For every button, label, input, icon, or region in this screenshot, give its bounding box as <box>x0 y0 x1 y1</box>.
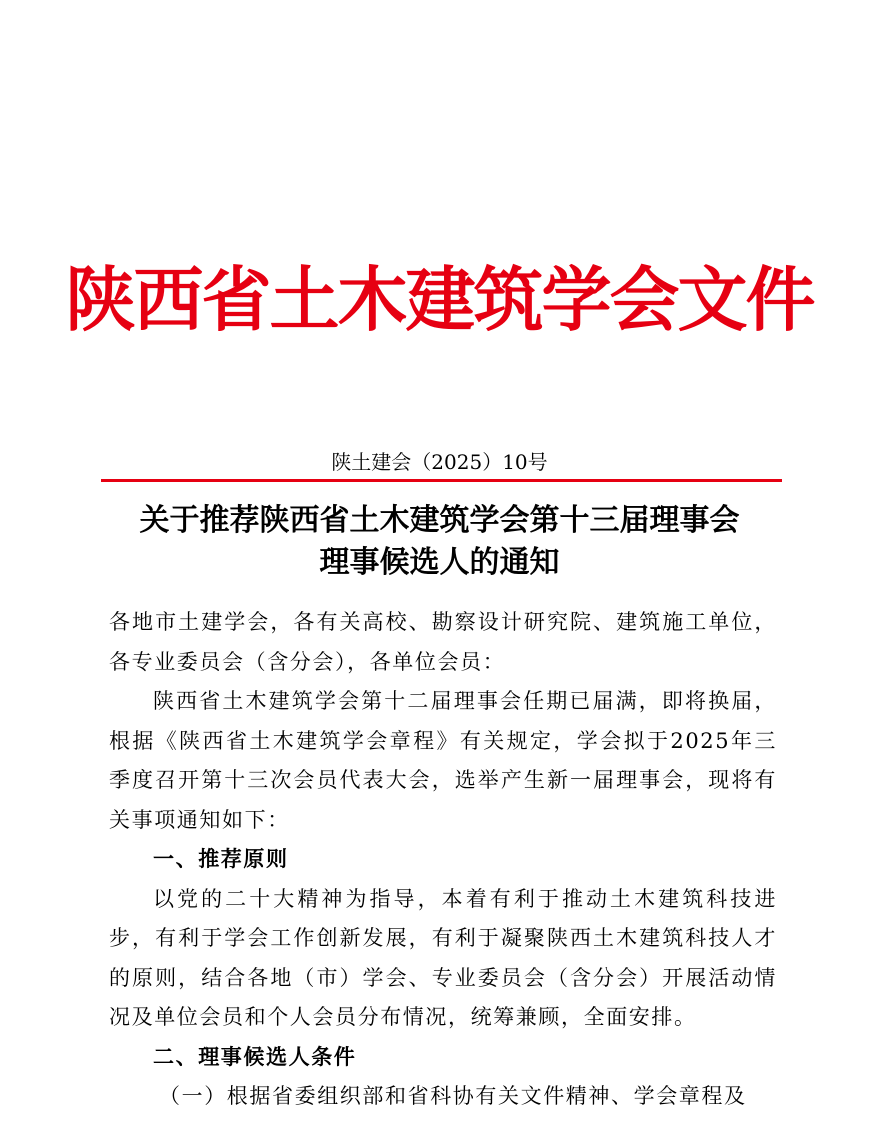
addressee-paragraph: 各地市土建学会，各有关高校、勘察设计研究院、建筑施工单位，各专业委员会（含分会），各单位会员： <box>109 610 777 674</box>
document-title <box>60 500 819 584</box>
section-2-heading: 二、理事候选人条件 <box>153 1044 357 1069</box>
red-divider-line <box>101 479 782 482</box>
document-body <box>109 603 777 1117</box>
document-number: 陕土建会（2025）10号 <box>331 450 548 474</box>
organization-header: 陕西省土木建筑学会文件 <box>65 259 814 341</box>
section-2-item-1: （一）根据省委组织部和省科协有关文件精神、学会章程及 <box>159 1084 747 1108</box>
section-1-heading: 一、推荐原则 <box>153 847 289 871</box>
intro-paragraph: 陕西省土木建筑学会第十二届理事会任期已届满，即将换届，根据《陕西省土木建筑学会章程》有关规定，学会拟于2025年三季度召开第十三次会员代表大会，选举产生新一届理事会，现将有关事项通知如下： <box>109 689 777 832</box>
title-line-1: 关于推荐陕西省土木建筑学会第十三届理事会 <box>139 503 740 538</box>
section-1-paragraph: 以党的二十大精神为指导，本着有利于推动土木建筑科技进步，有利于学会工作创新发展，有利于凝聚陕西土木建筑科技人才的原则，结合各地（市）学会、专业委员会（含分会）开展活动情况及单位会员和个人会员分布情况，统筹兼顾，全面安排。 <box>109 886 777 1029</box>
title-line-2: 理事候选人的通知 <box>319 545 560 580</box>
